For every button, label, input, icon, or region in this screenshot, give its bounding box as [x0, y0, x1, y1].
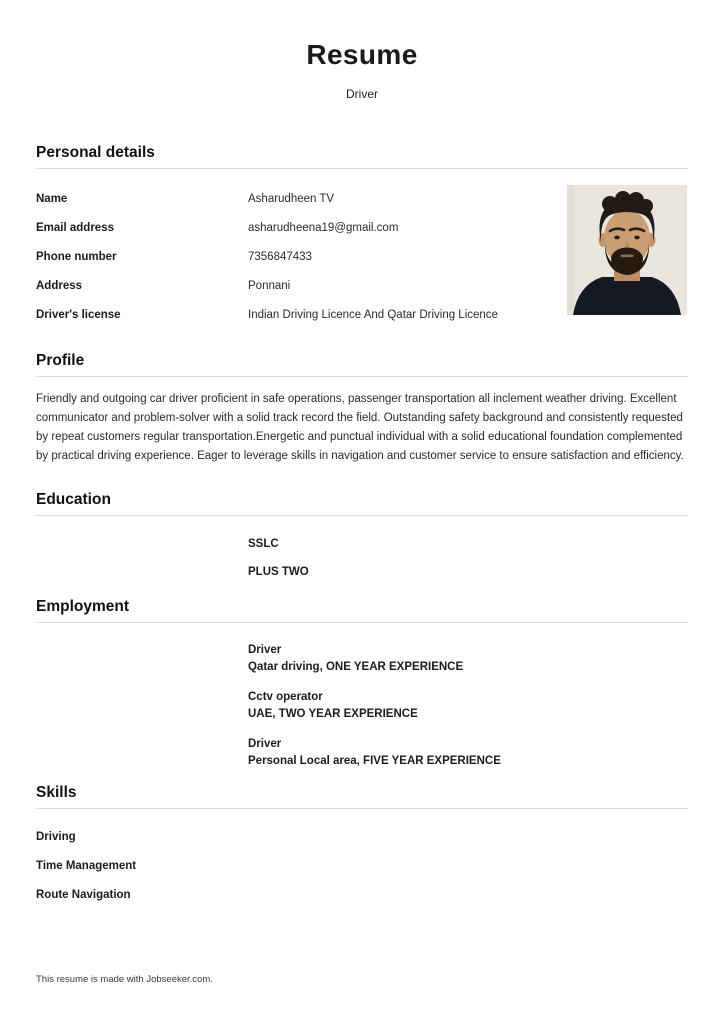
- field-label-address: Address: [36, 279, 83, 292]
- section-profile: [36, 351, 688, 466]
- personal-details-heading: Personal details: [36, 143, 688, 169]
- employment-job-detail: Qatar driving, ONE YEAR EXPERIENCE: [248, 660, 464, 673]
- profile-photo: [567, 185, 687, 315]
- field-value-address: Ponnani: [248, 279, 291, 292]
- profile-photo-illustration: [567, 185, 687, 315]
- field-value-phone: 7356847433: [248, 250, 312, 263]
- employment-item: [248, 689, 688, 723]
- skills-heading: Skills: [36, 783, 688, 809]
- employment-item: [248, 642, 688, 676]
- employment-job-title: Cctv operator: [248, 690, 323, 703]
- education-heading: Education: [36, 490, 688, 516]
- section-employment: [36, 597, 688, 770]
- page-title: Resume: [306, 39, 418, 70]
- employment-job-title: Driver: [248, 643, 282, 656]
- profile-summary-text: Friendly and outgoing car driver proficient in safe operations, passenger transportation all inclement weather driving. Excellent communicator and problem-solver with a solid track record the field. Outstanding safety background and consistently requested by repeat customers regular transportation.Energetic and punctual individual with a solid educational foundation complemented by practical driving experience. Eager to leverage skills in navigation and customer service to ensure satisfaction and efficiency.: [36, 392, 684, 462]
- field-label-name: Name: [36, 192, 68, 205]
- profile-heading: Profile: [36, 351, 688, 377]
- employment-list: [36, 642, 688, 770]
- skills-list: [36, 830, 688, 902]
- field-value-name: Asharudheen TV: [248, 192, 335, 205]
- skill-item: Route Navigation: [36, 888, 131, 901]
- employment-heading: Employment: [36, 597, 688, 623]
- skill-item: Driving: [36, 830, 76, 843]
- field-value-license: Indian Driving Licence And Qatar Driving Licence: [248, 308, 498, 321]
- education-item: PLUS TWO: [248, 565, 309, 578]
- employment-job-detail: UAE, TWO YEAR EXPERIENCE: [248, 707, 418, 720]
- section-skills: [36, 783, 688, 902]
- resume-header: [36, 0, 688, 101]
- employment-item: [248, 736, 688, 770]
- skill-item: Time Management: [36, 859, 137, 872]
- employment-job-detail: Personal Local area, FIVE YEAR EXPERIENCE: [248, 754, 501, 767]
- field-label-email: Email address: [36, 221, 114, 234]
- field-value-email: asharudheena19@gmail.com: [248, 221, 399, 234]
- section-education: [36, 490, 688, 579]
- employment-job-title: Driver: [248, 737, 282, 750]
- made-with-credit: This resume is made with Jobseeker.com.: [36, 974, 213, 985]
- page-subtitle: Driver: [346, 86, 378, 101]
- field-label-license: Driver's license: [36, 308, 121, 321]
- education-item: SSLC: [248, 537, 279, 550]
- field-label-phone: Phone number: [36, 250, 117, 263]
- education-list: [36, 537, 688, 579]
